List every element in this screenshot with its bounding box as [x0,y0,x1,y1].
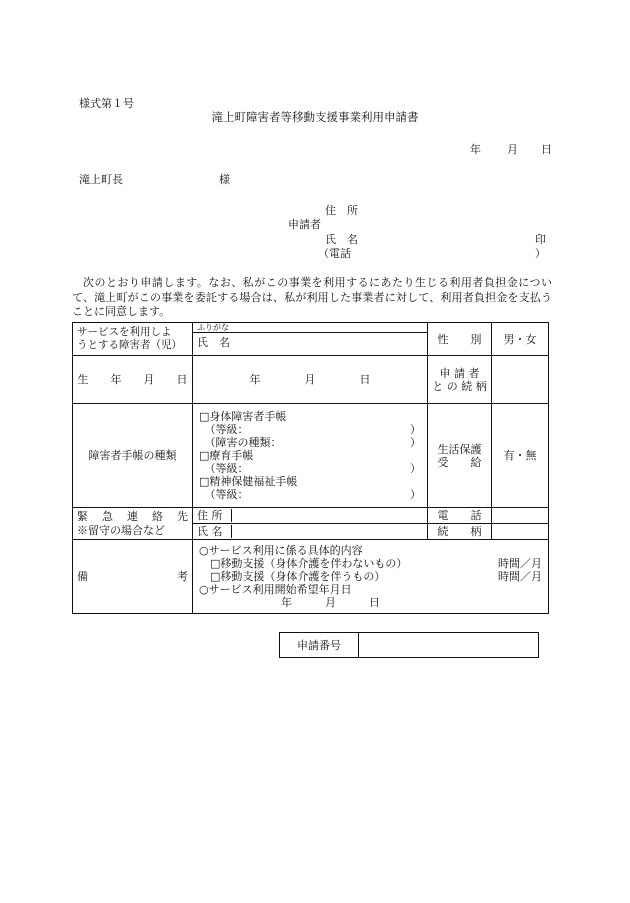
applicant-phone-close: ） [535,247,546,260]
addressee-name: 滝上町長 [79,173,123,186]
furigana-label: ふりがな [193,323,427,333]
sex-value[interactable]: 男・女 [492,323,549,356]
remarks-line-3: □移動支援（身体介護を伴うもの） 時間／月 [199,570,542,583]
handbook-type-label: 障害者手帳の種類 [73,404,193,508]
date-day: 日 [541,143,552,156]
form-title: 滝上町障害者等移動支援事業利用申請書 [211,110,419,124]
handbook-list [199,410,421,501]
application-number-field[interactable] [359,633,539,658]
handbook-item: （等級： ） [199,488,421,501]
seal-mark: 印 [535,233,546,246]
welfare-value[interactable]: 有・無 [492,404,549,508]
handbook-item: （等級： ） [199,423,421,436]
birthdate-label: 生 年 月 日 [73,356,193,404]
welfare-label: 生活保護 受 給 [428,404,492,508]
remarks-line-4: ○サービス利用開始希望年月日 [199,583,352,596]
name-label: 氏 名 [197,336,230,349]
relation-value[interactable] [492,356,549,404]
relation-label: 申 請 者 と の 続 柄 [428,356,492,404]
emergency-name-cell[interactable] [193,524,428,540]
form-number: 様式第１号 [79,97,134,110]
emergency-address-cell[interactable] [193,508,428,524]
application-number-box [279,632,539,658]
handbook-item: □身体障害者手帳 [199,410,287,423]
remarks-line-5: 年 月 日 [281,596,380,609]
application-table [72,322,549,614]
emergency-relation-label: 続 柄 [428,524,492,540]
handbook-item: □療育手帳 [199,449,254,462]
sex-label: 性 別 [428,323,492,356]
target-person-name-cell[interactable] [193,323,428,356]
hours-per-month-1: 時間／月 [498,557,542,570]
hours-per-month-2: 時間／月 [498,570,542,583]
birthdate-value[interactable]: 年 月 日 [193,356,428,404]
emergency-address-label: 住 所 [193,509,232,522]
remarks-line-1: ○サービス利用に係る具体的内容 [199,544,363,557]
emergency-name-label: 氏 名 [193,525,232,538]
date-month: 月 [507,143,518,156]
handbook-type-cell[interactable] [193,404,428,508]
date-year: 年 [470,143,481,156]
handbook-item: （等級： ） [199,462,421,475]
applicant-address-label: 住 所 [325,204,358,217]
remarks-cell[interactable] [193,540,549,614]
application-number-label: 申請番号 [280,633,359,658]
emergency-phone-value[interactable] [492,508,549,524]
remarks-label: 備 考 [73,540,193,614]
applicant-phone-label: （電話 [318,247,351,260]
emergency-phone-label: 電 話 [428,508,492,524]
target-person-label: サービスを利用しよ うとする障害者（児） [73,323,193,356]
remarks-line-2: □移動支援（身体介護を伴わないもの） 時間／月 [199,557,542,570]
emergency-relation-value[interactable] [492,524,549,540]
handbook-item: □精神保健福祉手帳 [199,475,298,488]
applicant-name-label: 氏 名 [325,233,358,246]
emergency-contact-label: 緊 急 連 絡 先 ※留守の場合など [73,508,193,540]
consent-paragraph: 次のとおり申請します。なお、私がこの事業を利用するにあたり生じる利用者負担金について、滝上町がこの事業を委託する場合は、私が利用した事業者に対して、利用者負担金を支払うことに同意します。 [72,276,552,318]
addressee-honorific: 様 [219,173,230,186]
applicant-role-label: 申請者 [288,218,321,231]
handbook-item: （障害の種類： ） [199,436,421,449]
